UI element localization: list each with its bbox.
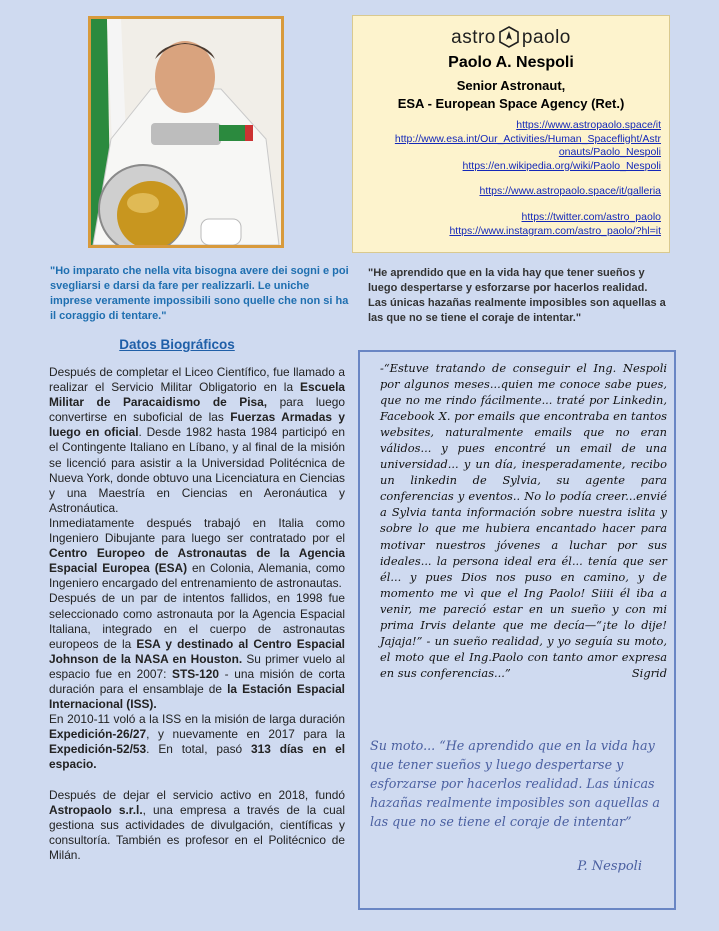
contact-card	[352, 15, 670, 253]
bio-paragraph-3: Después de un par de intentos fallidos, en 1998 fue seleccionado como astronauta por la Agencia Espacial Italiana, integrado en el cuerpo de astronautas europeos de la ESA y destinado al Centro Espacial Johnson de la NASA en Houston. Su primer vuelo al espacio fue en 2007: STS-120 - una misión de corta duración para el ensamblaje de la Estación Espacial Internacional (ISS).	[49, 591, 345, 712]
links-list	[355, 119, 661, 238]
testimonial-body: -“Estuve tratando de conseguir el Ing. Nespoli por algunos meses...quien me conoce sabe pues, que no me rindo fácilmente... traté por Linkedin, Facebook X. por emails que encontraba en tantos websites, naturalmente emails que no eran válidos... y pues encontré un email de una universidad... y un día, inesperadamente, recibo un linkedin de Sylvia, su agente para conferencias y eventos.. No lo podía creer...envié a Sylvia tanta información sobre nuestra islita y sobre lo que me hubiera encantado hacer para motivar nuestros jóvenes a luchar por sus ideales... la persona ideal era él... tenía que ser él... y pues Dios nos puso en camino, y de momento me vì que el Ing Paolo! Siiii él iba a venir, me pareció estar en un sueño y con mi prima Irvis delante que me decía—“¡te lo dije! Jajaja!” - un sueño realidad, y yo seguía su moto, el moto que el Ing.Paolo con tanto amor expresa en sus conferencias...”	[380, 361, 667, 680]
quote-italian: "Ho imparato che nella vita bisogna avere dei sogni e poi svegliarsi e darsi da fare per realizzarli. Le uniche imprese veramente impossibili sono quelle che non si ha il coraggio di tentare."	[50, 265, 349, 322]
bio-paragraph-2: Inmediatamente después trabajó en Italia como Ingeniero Dibujante para luego ser contratado por el Centro Europeo de Astronautas de la Agencia Espacial Europea (ESA) en Colonia, Alemania, como Ingeniero encargado del entrenamiento de astronautas.	[49, 515, 345, 591]
logo-text-left: astro	[451, 27, 496, 48]
bio-paragraph-4: En 2010-11 voló a la ISS en la misión de larga duración Expedición-26/27, y nuevamente en 2017 para la Expedición-52/53. En total, pasó 313 días en el espacio.	[49, 712, 345, 772]
motto-quote: Su moto... “He aprendido que en la vida hay que tener sueños y luego despertarse y esforzarse por hacerlos realidad. Las únicas hazañas realmente imposibles son aquellas a las que no se tiene el coraje de intentar”	[370, 738, 660, 829]
person-role: Senior Astronaut,	[456, 78, 566, 93]
testimonial-signature: Sigrid	[631, 665, 667, 680]
link-instagram[interactable]: https://www.instagram.com/astro_paolo/?hl=it	[449, 224, 661, 237]
bio-text	[49, 365, 345, 863]
astronaut-photo-illustration	[91, 19, 281, 245]
link-wikipedia[interactable]: https://en.wikipedia.org/wiki/Paolo_Nespoli	[462, 159, 661, 172]
link-astropaolo[interactable]: https://www.astropaolo.space/it	[516, 119, 661, 131]
link-gallery[interactable]: https://www.astropaolo.space/it/galleria	[479, 185, 661, 198]
motto-author: P. Nespoli	[577, 859, 642, 874]
astropaolo-logo	[353, 26, 669, 49]
bio-title: Datos Biográficos	[119, 337, 235, 352]
testimonial-box	[358, 350, 676, 910]
person-name: Paolo A. Nespoli	[448, 54, 574, 71]
link-twitter[interactable]: https://twitter.com/astro_paolo	[521, 210, 661, 223]
rocket-logo-icon	[498, 26, 520, 48]
link-esa-line2[interactable]: onauts/Paolo_Nespoli	[558, 146, 661, 159]
testimonial-text	[380, 360, 667, 681]
bio-paragraph-1: Después de completar el Liceo Científico, fue llamado a realizar el Servicio Militar Obligatorio en la Escuela Militar de Paracaidismo de Pisa, para luego convertirse en suboficial de las Fuerzas Armadas y luego en oficial. Desde 1982 hasta 1984 participó en el Contingente Italiano en Líbano, y al final de la misión se licenció para asistir a la Universidad Politécnica de Nueva York, donde obtuvo una Licenciatura en Ciencias y una Maestría en Ciencias en Aeronáutica y Astronáutica.	[49, 365, 346, 515]
person-organization: ESA - European Space Agency (Ret.)	[397, 96, 625, 111]
logo-text-right: paolo	[521, 27, 571, 48]
bio-paragraph-5: Después de dejar el servicio activo en 2018, fundó Astropaolo s.r.l., una empresa a través de la cual gestiona sus actividades de divulgación, científicas y consultoría. También es profesor en el Politécnico de Milán.	[49, 787, 345, 862]
link-esa-line1[interactable]: http://www.esa.int/Our_Activities/Human_Spaceflight/Astr	[394, 132, 661, 145]
quote-spanish: "He aprendido que en la vida hay que tener sueños y luego despertarse y esforzarse por hacerlos realidad. Las únicas hazañas realmente imposibles son aquellas a las que no se tiene el coraje de intentar."	[368, 267, 666, 324]
astronaut-portrait	[88, 16, 284, 248]
